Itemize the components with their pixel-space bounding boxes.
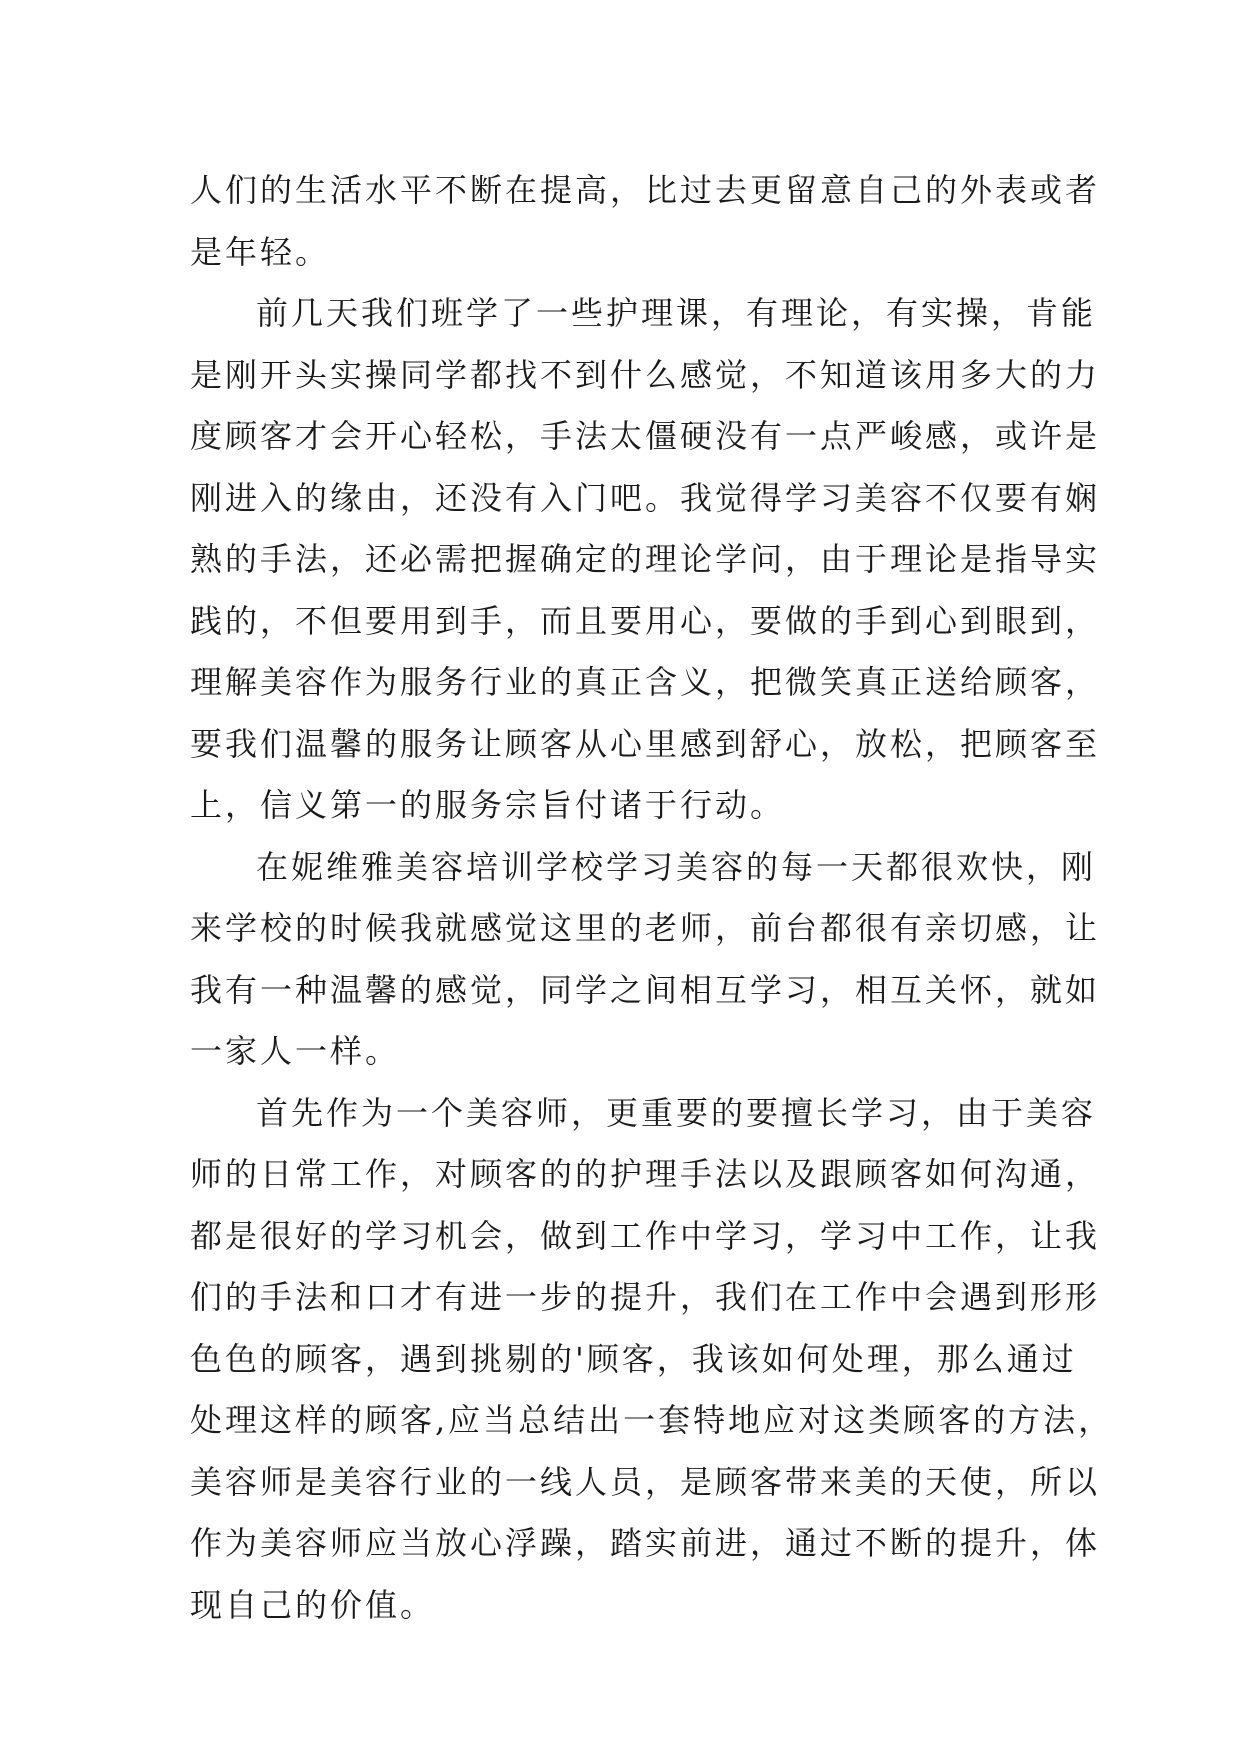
text-line: 度顾客才会开心轻松，手法太僵硬没有一点严峻感，或许是 <box>190 417 1101 455</box>
text-line: 要我们温馨的服务让顾客从心里感到舒心，放松，把顾客至 <box>190 724 1101 763</box>
paragraph-start-line: 在妮维雅美容培训学校学习美容的每一天都很欢快，刚 <box>256 847 1097 886</box>
text-line: 人们的生活水平不断在提高，比过去更留意自己的外表或者 <box>190 171 1101 209</box>
text-line: 一家人一样。 <box>190 1032 401 1070</box>
text-line: 现自己的价值。 <box>190 1585 436 1624</box>
text-line: 处理这样的顾客,应当总结出一套特地应对这类顾客的方法， <box>190 1401 1114 1439</box>
paragraph-start-line: 首先作为一个美容师，更重要的要擅长学习，由于美容 <box>256 1093 1097 1132</box>
text-line: 美容师是美容行业的一线人员，是顾客带来美的天使，所以 <box>190 1462 1101 1501</box>
text-line: 刚进入的缘由，还没有入门吧。我觉得学习美容不仅要有娴 <box>190 478 1101 517</box>
text-line: 来学校的时候我就感觉这里的老师，前台都很有亲切感，让 <box>190 909 1101 947</box>
text-line: 理解美容作为服务行业的真正含义，把微笑真正送给顾客， <box>190 663 1101 701</box>
text-line: 是刚开头实操同学都找不到什么感觉，不知道该用多大的力 <box>190 355 1101 394</box>
text-line: 们的手法和口才有进一步的提升，我们在工作中会遇到形形 <box>190 1278 1101 1316</box>
text-line: 色色的顾客，遇到挑剔的'顾客，我该如何处理，那么通过 <box>190 1339 1077 1378</box>
text-line: 践的，不但要用到手，而且要用心，要做的手到心到眼到， <box>190 601 1101 640</box>
text-line: 我有一种温馨的感觉，同学之间相互学习，相互关怀，就如 <box>190 970 1101 1009</box>
document-body <box>190 160 1114 1636</box>
text-line: 都是很好的学习机会，做到工作中学习，学习中工作，让我 <box>190 1216 1101 1255</box>
paragraph-start-line: 前几天我们班学了一些护理课，有理论，有实操，肯能 <box>256 294 1097 332</box>
text-line: 师的日常工作，对顾客的的护理手法以及跟顾客如何沟通， <box>190 1155 1101 1193</box>
text-line: 熟的手法，还必需把握确定的理论学问，由于理论是指导实 <box>190 540 1101 578</box>
text-line: 是年轻。 <box>190 232 331 271</box>
text-line: 作为美容师应当放心浮躁，踏实前进，通过不断的提升，体 <box>190 1524 1101 1562</box>
text-line: 上，信义第一的服务宗旨付诸于行动。 <box>190 786 786 824</box>
